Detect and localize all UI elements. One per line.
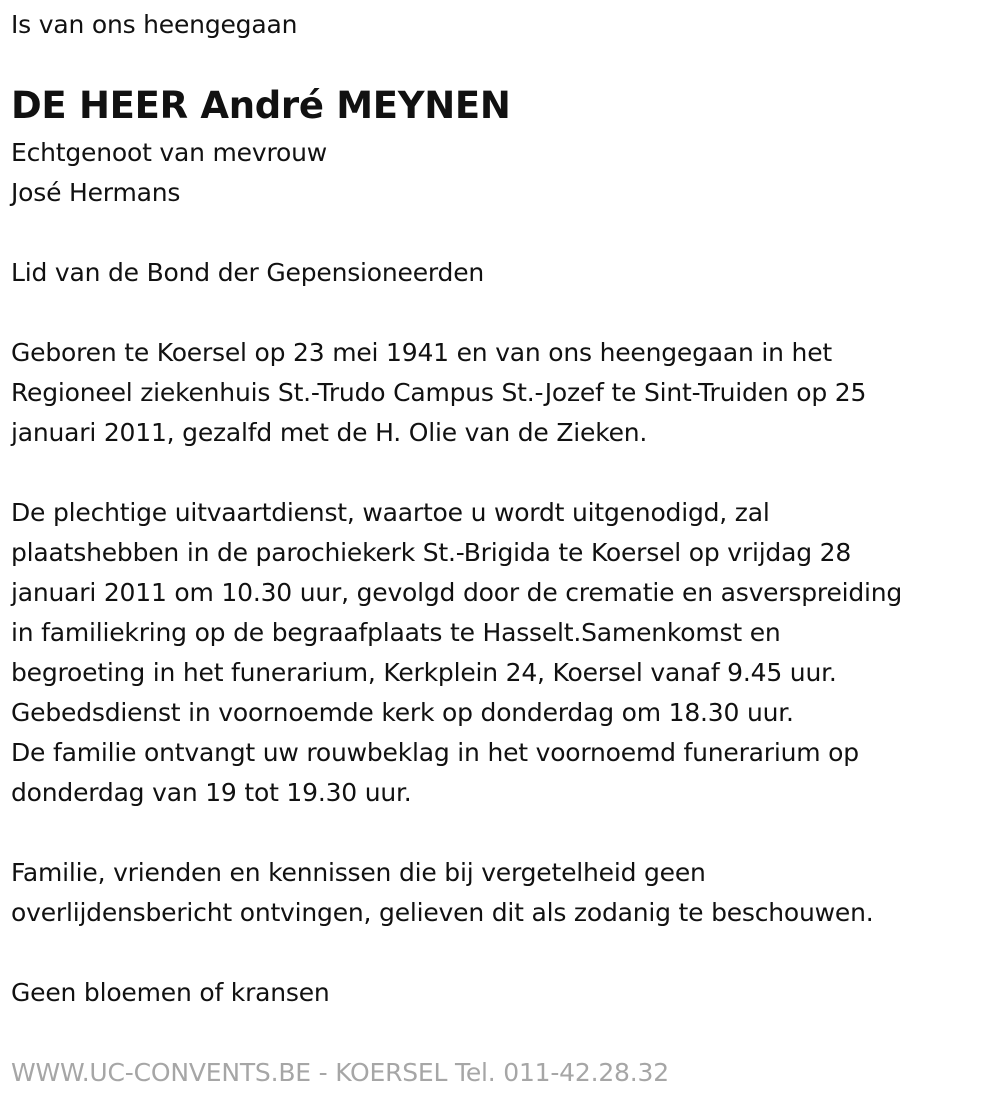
funeral-paragraph: [11, 493, 902, 813]
spouse-line: Echtgenoot van mevrouw: [11, 138, 327, 167]
paragraph-line: Geboren te Koersel op 23 mei 1941 en van ons heengegaan in het: [11, 338, 832, 367]
paragraph-line: De plechtige uitvaartdienst, waartoe u wordt uitgenodigd, zal: [11, 498, 770, 527]
paragraph-line: plaatshebben in de parochiekerk St.-Brigida te Koersel op vrijdag 28: [11, 538, 852, 567]
paragraph-line: overlijdensbericht ontvingen, gelieven dit als zodanig te beschouwen.: [11, 898, 874, 927]
paragraph-line: Familie, vrienden en kennissen die bij vergetelheid geen: [11, 858, 706, 887]
intro-text: Is van ons heengegaan: [11, 10, 298, 39]
paragraph-line: begroeting in het funerarium, Kerkplein 24, Koersel vanaf 9.45 uur.: [11, 658, 837, 687]
flowers-notice: Geen bloemen of kransen: [11, 978, 330, 1007]
paragraph-line: in familiekring op de begraafplaats te Hasselt.Samenkomst en: [11, 618, 781, 647]
spouse-line: José Hermans: [11, 178, 181, 207]
paragraph-line: De familie ontvangt uw rouwbeklag in het voornoemd funerarium op: [11, 738, 859, 767]
birth-death-paragraph: [11, 333, 866, 453]
paragraph-line: donderdag van 19 tot 19.30 uur.: [11, 778, 412, 807]
deceased-name: DE HEER André MEYNEN: [11, 84, 511, 127]
paragraph-line: januari 2011, gezalfd met de H. Olie van de Zieken.: [11, 418, 648, 447]
membership-text: Lid van de Bond der Gepensioneerden: [11, 258, 485, 287]
paragraph-line: januari 2011 om 10.30 uur, gevolgd door de crematie en asverspreiding: [11, 578, 903, 607]
notice-paragraph: [11, 853, 874, 933]
spouse-block: [11, 133, 327, 213]
paragraph-line: Regioneel ziekenhuis St.-Trudo Campus St.-Jozef te Sint-Truiden op 25: [11, 378, 867, 407]
paragraph-line: Gebedsdienst in voornoemde kerk op donderdag om 18.30 uur.: [11, 698, 794, 727]
footer-contact: WWW.UC-CONVENTS.BE - KOERSEL Tel. 011-42.28.32: [11, 1058, 669, 1087]
